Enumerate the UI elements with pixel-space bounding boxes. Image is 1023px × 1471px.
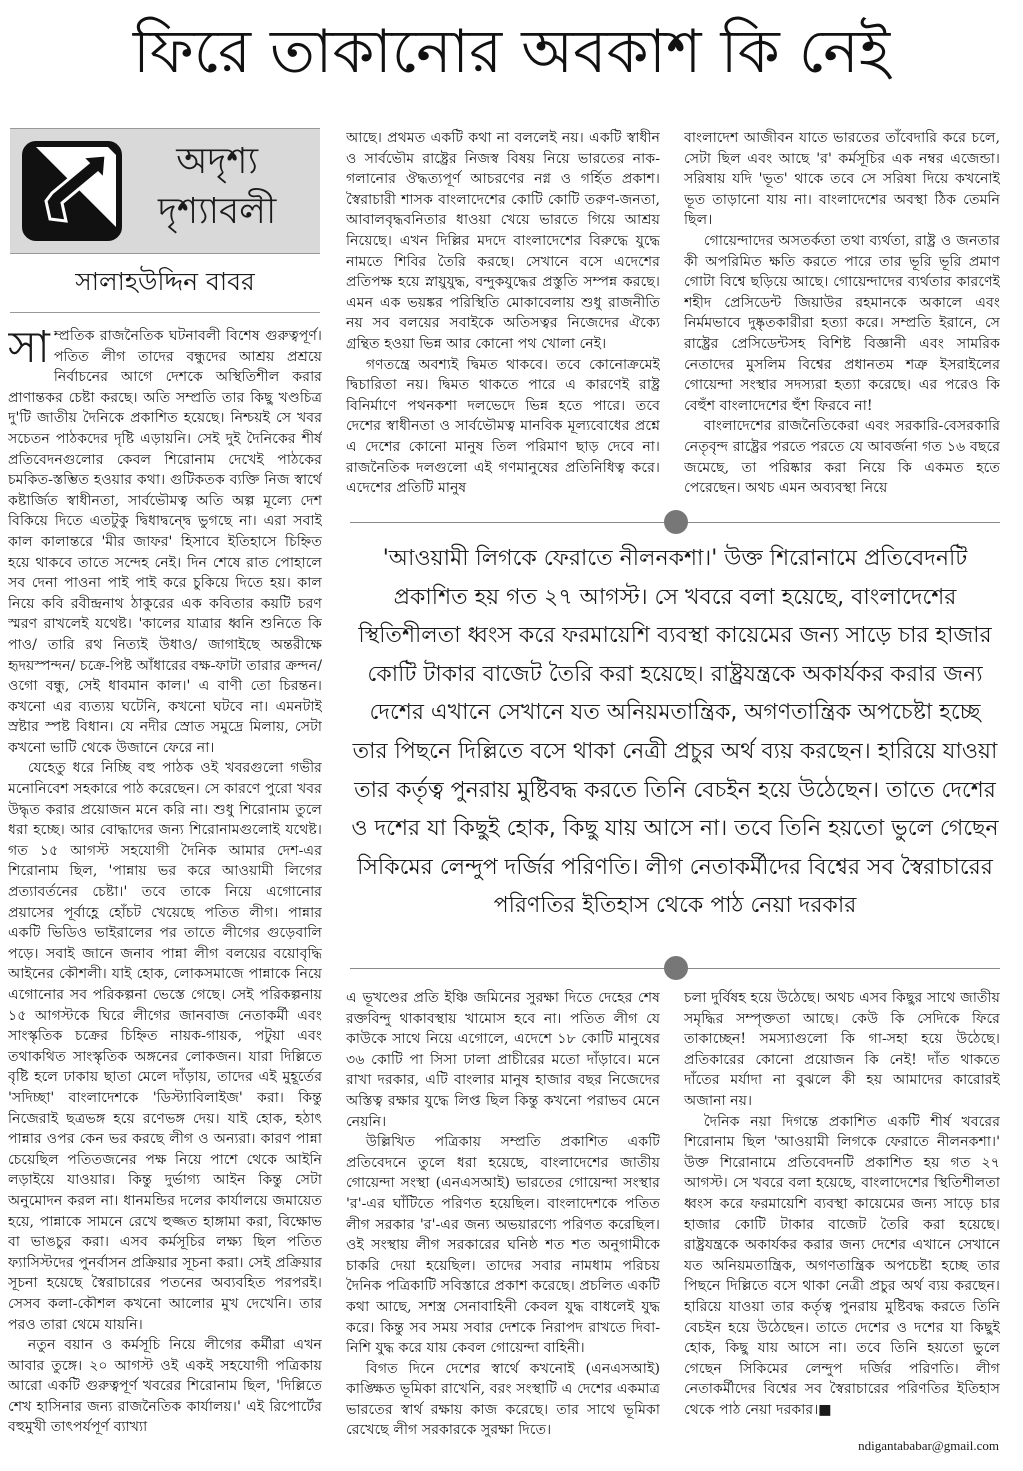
paragraph: বিগত দিনে দেশের স্বার্থে কখনোই (এনএসআই) কাঙ্ক্ষিত ভূমিকা রাখেনি, বরং সংস্থাটি এ দেশের একমাত্র ভারতের স্বার্থ রক্ষায় কাজ করেছে। তার সাথে ভূমিকা রেখেছে লীগ সরকারকে সুরক্ষা দিতে।: [346, 1360, 660, 1439]
paragraph: গণতন্ত্রে অবশ্যই দ্বিমত থাকবে। তবে কোনোক্রমেই দ্বিচারিতা নয়। দ্বিমত থাকতে পারে এ কারণেই রাষ্ট্র বিনির্মাণে পথনকশা দলভেদে ভিন্ন হতে পারে। তবে দেশের স্বাধীনতা ও সার্বভৌমত্ব মানবিক মূল্যবোধের প্রশ্নে এ দেশের কোনো মানুষ তিল পরিমাণ ছাড় দেবে না। রাজনৈতিক দলগুলো এই গণমানুষের প্রতিনিধিত্ব করে। এদেশের প্রতিটি মানুষ: [346, 356, 660, 497]
paragraph: এ ভূখণ্ডের প্রতি ইঞ্চি জমিনের সুরক্ষা দিতে দেহের শেষ রক্তবিন্দু থাকাবস্থায় খামোস হবে না। পতিত লীগ যে কাউকে সাথে নিয়ে এগোলে, এদেশে ১৮ কোটি মানুষের ৩৬ কোটি পা সিসা ঢালা প্রাচীরের মতো দাঁড়াবে। মনে রাখা দরকার, এটি বাংলার মানুষ হাজার বছর নিজেদের অস্তিত্ব রক্ষার যুদ্ধে লিপ্ত ছিল কিন্তু কখনো পরাভব মেনে নেয়নি।: [346, 990, 660, 1130]
paragraph: চলা দুর্বিষহ হয়ে উঠেছে। অথচ এসব কিছুর সাথে জাতীয় সমৃদ্ধির সম্পৃক্ততা আছে। কেউ কি সেদিকে ফিরে তাকাচ্ছেন! সমস্যাগুলো কি গা-সহা হয়ে উঠেছে। প্রতিকারের কোনো প্রয়োজন কি নেই! দাঁত থাকতে দাঁতের মর্যাদা না বুঝলে কী হয় আমাদের কারোরই অজানা নয়।: [684, 990, 1000, 1109]
column-name-line1: অদৃশ্য: [176, 141, 259, 182]
paragraph: আছে। প্রথমত একটি কথা না বললেই নয়। একটি স্বাধীন ও সার্বভৌম রাষ্ট্রের নিজস্ব বিষয় নিয়ে ভারতের নাক-গলানোর ঔদ্ধত্যপূর্ণ আচরণের নগ্ন ও গর্হিত প্রকাশ। স্বৈরাচারী শাসক বাংলাদেশের কোটি কোটি তরুণ-জনতা, আবালবৃদ্ধবনিতার ধাওয়া খেয়ে ভারতে গিয়ে আশ্রয় নিয়েছে। এখন দিল্লির মদদে বাংলাদেশের বিরুদ্ধে যুদ্ধে নামতে শিবির তৈরি করছে। সেখানে বসে এদেশের প্রতিপক্ষ হয়ে স্নায়ুযুদ্ধ, বন্দুকযুদ্ধের প্রস্তুতি সম্পন্ন করছে। এমন এক ভয়ঙ্কর পরিস্থিতি মোকাবেলায় শুধু রাজনীতি নয় সব বলয়ের সবাইকে অতিসত্বর নিজেদের ঐক্যে গ্রন্থিত হওয়া ভিন্ন আর কোনো পথ খোলা নেই।: [346, 130, 660, 352]
author-email: ndigantababar@gmail.com: [858, 1438, 999, 1453]
drop-cap: সা: [8, 326, 50, 373]
paragraph: নতুন বয়ান ও কর্মসূচি নিয়ে লীগের কর্মীরা এখন আবার তুঙ্গে। ২০ আগস্ট ওই একই সহযোগী পত্রিকায় আরো একটি গুরুত্বপূর্ণ খবরের শিরোনাম ছিল, 'দিল্লিতে শেখ হাসিনার জন্য রাজনৈতিক কার্যালয়।' এই রিপোর্টের বহুমুখী তাৎপর্যপূর্ণ ব্যাখ্যা: [8, 1337, 322, 1436]
arrow-up-right-icon: [22, 141, 122, 241]
left-column: [8, 326, 322, 1454]
middle-column-top: [346, 128, 660, 500]
divider-dot: [664, 510, 688, 534]
paragraph: যেহেতু ধরে নিচ্ছি বহু পাঠক ওই খবরগুলো গভীর মনোনিবেশ সহকারে পাঠ করেছেন। সে কারণে পুরো খবর উদ্ধৃত করার প্রয়োজন মনে করি না। শুধু শিরোনাম তুলে ধরা হচ্ছে। আর বোদ্ধাদের জন্য শিরোনামগুলোই যথেষ্ট। গত ১৫ আগস্ট সহযোগী দৈনিক আমার দেশ-এর শিরোনাম ছিল, 'পান্নায় ভর করে আওয়ামী লিগের প্রত্যাবর্তনের চেষ্টা।' তবে তাকে নিয়ে এগোনোর প্রয়াসের পূর্বাহ্ণে হোঁচট খেয়েছে পতিত লীগ। পান্নার একটি ভিডিও ভাইরালের পর তাতে লীগের গুড়েবালি পড়ে। সবাই জানে জনাব পান্না লীগ বলয়ের বয়োবৃদ্ধি আইনের কৌশলী। যাই হোক, লোকসমাজে পান্নাকে নিয়ে এগোনোর সব পরিকল্পনা ভেস্তে গেছে। সেই পরিকল্পনায় ১৫ আগস্টকে ঘিরে লীগের জানবাজ নেতাকর্মী এবং সাংস্কৃতিক চক্রের চিহ্নিত নায়ক-গায়ক, পটুয়া এবং তথাকথিত সাংস্কৃতিক অঙ্গনের লোকজন। যারা দিল্লিতে বৃষ্টি হলে ঢাকায় ছাতা মেলে দাঁড়ায়, তাদের এই মুহূর্তের 'সদিচ্ছা' বাংলাদেশকে 'ডিস্ট্যাবিলাইজ' করা। কিন্তু নিজেরাই ছত্রভঙ্গ হয়ে রণেভঙ্গ দেয়। যাই হোক, হঠাৎ পান্নার ওপর কেন ভর করছে লীগ ও অন্যরা। কারণ পান্না চেয়েছিল পতিতজনের পক্ষ নিয়ে পাশে থেকে আইনি লড়াইয়ে যাওয়ার। কিন্তু দুর্ভাগ্য আইন কিন্তু সেটা অনুমোদন করল না। ধানমন্ডির দলের কার্যালয়ে জমায়েত হয়ে, পান্নাকে সামনে রেখে হুজ্জত হাঙ্গামা করা, বিক্ষোভ বা ভাঙচুর করা। এসব কর্মসূচির লক্ষ্য ছিল পতিত ফ্যাসিস্টদের পুনর্বাসন প্রক্রিয়ার সূচনা করা। সেই প্রক্রিয়ার সূচনা হয়েছে স্বৈরাচারের পতনের অব্যবহিত পরপরই। সেসব কলা-কৌশল কখনো আলোর মুখ দেখেনি। তার পরও তারা থেমে যায়নি।: [8, 760, 322, 1333]
column-logo: [10, 128, 320, 254]
column-name: [158, 137, 276, 237]
right-column-top: [684, 128, 1000, 500]
author-byline: সালাহউদ্দিন বাবর: [75, 267, 255, 296]
right-column-bottom: [684, 988, 1000, 1432]
paragraph: বাংলাদেশের রাজনৈতিকেরা এবং সরকারি-বেসরকারি নেতৃবৃন্দ রাষ্ট্রের পরতে পরতে যে আবর্জনা গত ১৬ বছরে জমেছে, তা পরিষ্কার করা নিয়ে কি একমত হতে পেরেছেন। অথচ এমন অব্যবস্থা নিয়ে: [684, 418, 1000, 497]
paragraph: উল্লিখিত পত্রিকায় সম্প্রতি প্রকাশিত একটি প্রতিবেদনে তুলে ধরা হয়েছে, বাংলাদেশের জাতীয় গোয়েন্দা সংস্থা (এনএসআই) ভারতের গোয়েন্দা সংস্থার 'র'-এর ঘাঁটিতে পরিণত হয়েছিল। বাংলাদেশকে পতিত লীগ সরকার 'র'-এর জন্য অভয়ারণ্যে পরিণত করেছিল। ওই সংস্থায় লীগ সরকারের ঘনিষ্ঠ শত শত অনুগামীকে চাকরি দেয়া হয়েছিল। তাদের সবার নামধাম পরিচয় দৈনিক পত্রিকাটি সবিস্তারে প্রকাশ করেছে। প্রচলিত একটি কথা আছে, সশস্ত্র সেনাবাহিনী কেবল যুদ্ধ বাধলেই যুদ্ধ করে। কিন্তু সব সময় সবার দেশকে নিরাপদ রাখতে দিবা-নিশি যুদ্ধ করে যায় কেবল গোয়েন্দা বাহিনী।: [346, 1134, 660, 1357]
paragraph: দৈনিক নয়া দিগন্তে প্রকাশিত একটি শীর্ষ খবরের শিরোনাম ছিল 'আওয়ামী লিগকে ফেরাতে নীলনকশা।' উক্ত শিরোনামে প্রতিবেদনটি প্রকাশিত হয় গত ২৭ আগস্ট। সে খবরে বলা হয়েছে, বাংলাদেশের স্থিতিশীলতা ধ্বংস করে ফরমায়েশি ব্যবস্থা কায়েমের জন্য সাড়ে চার হাজার কোটি টাকার বাজেট তৈরি করা হয়েছে। রাষ্ট্রযন্ত্রকে অকার্যকর করার জন্য দেশের এখানে সেখানে যত অনিয়মতান্ত্রিক, অগণতান্ত্রিক অপচেষ্টা হচ্ছে তার পিছনে দিল্লিতে বসে থাকা নেত্রী প্রচুর অর্থ ব্যয় করছেন। হারিয়ে যাওয়া তার কর্তৃত্ব পুনরায় মুষ্টিবদ্ধ করতে তিনি বেচইন হয়ে উঠেছেন। তাতে দেশের ও দশের যা কিছুই হোক, কিছু যায় আসে না। তবে তিনি হয়তো ভুলে গেছেন সিকিমের লেন্দুপ দর্জির পরিণতি। লীগ নেতাকর্মীদের বিশ্বের সব স্বৈরাচারের পরিণতির ইতিহাস থেকে পাঠ নেয়া দরকার।■: [684, 1113, 1000, 1418]
paragraph: সাম্প্রতিক রাজনৈতিক ঘটনাবলী বিশেষ গুরুত্বপূর্ণ। পতিত লীগ তাদের বন্ধুদের আশ্রয় প্রশ্রয়ে নির্বাচনের আগে দেশকে অস্থিতিশীল করার প্রাণান্তকর চেষ্টা করছে। অতি সম্প্রতি তার কিছু খণ্ডচিত্র দু'টি জাতীয় দৈনিকে প্রকাশিত হয়েছে। নিশ্চয়ই সে খবর সচেতন পাঠকদের দৃষ্টি এড়ায়নি। সেই দুই দৈনিকের শীর্ষ প্রতিবেদনগুলোর কেবল শিরোনাম দেখেই পাঠকের চমকিত-স্তম্ভিত হওয়ার কথা। গুটিকতক ব্যক্তি নিজ স্বার্থে কষ্টার্জিত স্বাধীনতা, সার্বভৌমত্ব অতি অল্প মূল্যে দেশ বিকিয়ে দিতে এতটুকু দ্বিধাদ্বন্দ্বে ভুগছে না। এরা সবাই কাল কালান্তরে 'মীর জাফর' হিসাবে ইতিহাসে চিহ্নিত হয়ে থাকবে তাতে সন্দেহ নেই। দিন শেষে রাত পোহালে সব দেনা পাওনা পাই পাই করে চুকিয়ে দিতে হয়। কাল নিয়ে কবি রবীন্দ্রনাথ ঠাকুরের এক কবিতার কয়টি চরণ স্মরণ রাখলেই যথেষ্ট। 'কালের যাত্রার ধ্বনি শুনিতে কি পাও/ তারি রথ নিত্যই উধাও/ জাগাইছে অন্তরীক্ষে হৃদয়স্পন্দন/ চক্রে-পিষ্ট আঁধারের বক্ষ-ফাটা তারার ক্রন্দন/ ওগো বন্ধু, সেই ধাবমান কাল।' এ বাণী তো চিরন্তন। কখনো এর ব্যত্যয় ঘটেনি, কখনো ঘটবে না। এমনটাই স্রষ্টার স্পষ্ট বিধান। যে নদীর স্রোত সমুদ্রে মিলায়, সেটা কখনো ভাটি থেকে উজানে ফেরে না।: [8, 326, 322, 756]
middle-column-bottom: [346, 988, 660, 1456]
divider-dot: [664, 956, 688, 980]
paragraph: গোয়েন্দাদের অসতর্কতা তথা ব্যর্থতা, রাষ্ট্র ও জনতার কী অপরিমিত ক্ষতি করতে পারে তার ভূরি ভূরি প্রমাণ গোটা বিশ্বে ছড়িয়ে আছে। গোয়েন্দাদের ব্যর্থতার কারণেই শহীদ প্রেসিডেন্ট জিয়াউর রহমানকে অকালে এবং নির্মমভাবে দুষ্কৃতকারীরা হত্যা করে। সম্প্রতি ইরানে, সে রাষ্ট্রের প্রেসিডেন্টসহ বিশিষ্ট বিজ্ঞানী এবং সামরিক নেতাদের মুসলিম বিশ্বের প্রধানতম শত্রু ইসরাইলের গোয়েন্দা সংস্থার সদস্যরা হত্যা করেছে। এর পরেও কি বেহুঁশ বাংলাদেশের হুঁশ ফিরবে না!: [684, 232, 1000, 414]
headline: ফিরে তাকানোর অবকাশ কি নেই: [132, 17, 891, 87]
paragraph: বাংলাদেশ আজীবন যাতে ভারতের তাঁবেদারি করে চলে, সেটা ছিল এবং আছে 'র' কর্মসূচির এক নম্বর এজেন্ডা। সরিষায় যদি 'ভূত' থাকে তবে সে সরিষা দিয়ে কখনোই ভূত তাড়ানো যায় না। বাংলাদেশের অবস্থা ঠিক তেমনি ছিল।: [684, 130, 1000, 229]
pull-quote: 'আওয়ামী লিগকে ফেরাতে নীলনকশা।' উক্ত শিরোনামে প্রতিবেদনটি প্রকাশিত হয় গত ২৭ আগস্ট। সে খবরে বলা হয়েছে, বাংলাদেশের স্থিতিশীলতা ধ্বংস করে ফরমায়েশি ব্যবস্থা কায়েমের জন্য সাড়ে চার হাজার কোটি টাকার বাজেট তৈরি করা হয়েছে। রাষ্ট্রযন্ত্রকে অকার্যকর করার জন্য দেশের এখানে সেখানে যত অনিয়মতান্ত্রিক, অগণতান্ত্রিক অপচেষ্টা হচ্ছে তার পিছনে দিল্লিতে বসে থাকা নেত্রী প্রচুর অর্থ ব্যয় করছেন। হারিয়ে যাওয়া তার কর্তৃত্ব পুনরায় মুষ্টিবদ্ধ করতে তিনি বেচইন হয়ে উঠেছেন। তাতে দেশের ও দশের যা কিছুই হোক, কিছু যায় আসে না। তবে তিনি হয়তো ভুলে গেছেন সিকিমের লেন্দুপ দর্জির পরিণতি। লীগ নেতাকর্মীদের বিশ্বের সব স্বৈরাচারের পরিণতির ইতিহাস থেকে পাঠ নেয়া দরকার: [351, 546, 999, 919]
divider: [10, 312, 320, 313]
column-name-line2: দৃশ্যাবলী: [158, 191, 277, 232]
